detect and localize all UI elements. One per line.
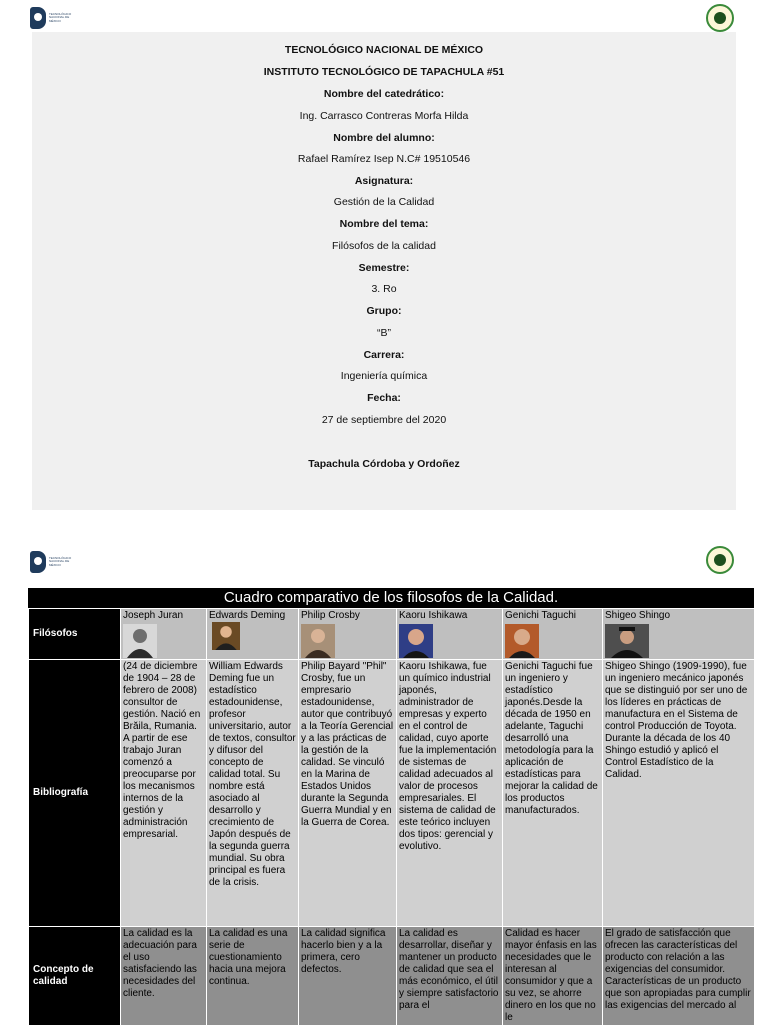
- location-text: Tapachula Córdoba y Ordoñez: [308, 458, 460, 470]
- portrait-ishikawa-icon: [399, 624, 433, 658]
- institute-seal-icon: [706, 546, 734, 574]
- table-row-philosophers: [29, 609, 755, 660]
- topic-label: Nombre del tema:: [339, 218, 429, 230]
- teacher-label: Nombre del catedrático:: [323, 88, 445, 100]
- philosopher-cell: [121, 609, 207, 660]
- bibliography-cell: Kaoru Ishikawa, fue un químico industrial japonés, administrador de empresas y experto en el control de calidad, cuyo aporte fue la implementación de sistemas de calidad adecuados al valor de procesos empresariales. El sistema de calidad de este teórico incluyen dos tipos: gerencial y evolutivo.: [397, 660, 503, 927]
- date-label: Fecha:: [367, 392, 401, 404]
- portrait-crosby-icon: [301, 624, 335, 658]
- tecnm-gear-icon: [30, 7, 46, 29]
- portrait-deming-icon: [209, 622, 243, 650]
- row-header-philosophers: Filósofos: [29, 609, 121, 660]
- group-label: Grupo:: [366, 305, 402, 317]
- table-row-quality-concept: [29, 927, 755, 1026]
- philosopher-name: Shigeo Shingo: [605, 610, 671, 621]
- philosopher-cell: [299, 609, 397, 660]
- tecnm-logo: [30, 550, 80, 574]
- career-value: Ingeniería química: [340, 370, 428, 382]
- portrait-shingo-icon: [605, 624, 649, 658]
- subject-label: Asignatura:: [354, 175, 414, 187]
- career-label: Carrera:: [363, 349, 405, 361]
- teacher-name: Ing. Carrasco Contreras Morfa Hilda: [299, 110, 469, 122]
- tecnm-logo-text: TECNOLÓGICO NACIONAL DE MÉXICO: [49, 11, 72, 23]
- row-header-bibliography: Bibliografía: [29, 660, 121, 927]
- bibliography-cell: Genichi Taguchi fue un ingeniero y estadístico japonés.Desde la década de 1950 en adelante, Taguchi desarrolló una metodología para la aplicación de estadísticas para mejorar la calidad de los productos manufacturados.: [503, 660, 603, 927]
- cover-sheet: [32, 32, 736, 510]
- philosopher-name: Joseph Juran: [123, 610, 184, 621]
- row-header-quality-concept: Concepto de calidad: [29, 927, 121, 1026]
- philosopher-cell: [397, 609, 503, 660]
- concept-cell: La calidad es una serie de cuestionamiento hacia una mejora continua.: [207, 927, 299, 1026]
- concept-cell: Calidad es hacer mayor énfasis en las necesidades que le interesan al consumidor y que a su vez, se ahorre dinero en los que no le: [503, 927, 603, 1026]
- topic-value: Filósofos de la calidad: [332, 240, 436, 252]
- portrait-juran-icon: [123, 624, 157, 658]
- student-label: Nombre del alumno:: [333, 132, 435, 144]
- concept-cell: El grado de satisfacción que ofrecen las características del producto con relación a las exigencias del consumidor. Características de un producto que son apropiadas para cumplir las exigencias del mercado al: [603, 927, 755, 1026]
- philosopher-cell: [503, 609, 603, 660]
- comparison-table: [28, 608, 755, 1026]
- bibliography-cell: Shigeo Shingo (1909-1990), fue un ingeniero mecánico japonés que se distinguió por ser uno de los líderes en prácticas de manufactura en el Sistema de control Producción de Toyota. Durante la década de los 40 Shingo estudió y aplicó el Control Estadístico de la Calidad.: [603, 660, 755, 927]
- date-value: 27 de septiembre del 2020: [321, 414, 447, 426]
- subject-value: Gestión de la Calidad: [333, 196, 435, 208]
- tecnm-logo-text: TECNOLÓGICO NACIONAL DE MÉXICO: [49, 555, 72, 567]
- table-row-bibliography: [29, 660, 755, 927]
- philosopher-name: Philip Crosby: [301, 610, 360, 621]
- philosopher-name: Kaoru Ishikawa: [399, 610, 468, 621]
- student-name: Rafael Ramírez Isep N.C# 19510546: [297, 153, 471, 165]
- philosopher-name: Genichi Taguchi: [505, 610, 576, 621]
- portrait-taguchi-icon: [505, 624, 539, 658]
- table-title: Cuadro comparativo de los filosofos de la Calidad.: [28, 588, 754, 608]
- concept-cell: La calidad significa hacerlo bien y a la primera, cero defectos.: [299, 927, 397, 1026]
- philosopher-cell: [207, 609, 299, 660]
- comparison-table-wrapper: [28, 588, 754, 1026]
- semester-value: 3. Ro: [371, 283, 397, 295]
- concept-cell: La calidad es desarrollar, diseñar y mantener un producto de calidad que sea el más económico, el útil y siempre satisfactorio para el: [397, 927, 503, 1026]
- bibliography-cell: Philip Bayard "Phil" Crosby, fue un empresario estadounidense, autor que contribuyó a la Teoría Gerencial y a las prácticas de la gestión de la calidad. Se vinculó en la Marina de Estados Unidos durante la Segunda Guerra Mundial y en la Guerra de Corea.: [299, 660, 397, 927]
- group-value: “B”: [377, 327, 391, 339]
- tecnm-logo: [30, 6, 80, 30]
- institute-name: INSTITUTO TECNOLÓGICO DE TAPACHULA #51: [263, 66, 505, 78]
- institute-seal-icon: [706, 4, 734, 32]
- concept-cell: La calidad es la adecuación para el uso satisfaciendo las necesidades del cliente.: [121, 927, 207, 1026]
- tecnm-gear-icon: [30, 551, 46, 573]
- bibliography-cell: (24 de diciembre de 1904 – 28 de febrero de 2008) consultor de gestión. Nació en Brăila, Rumania. A partir de ese trabajo Juran comenzó a preocuparse por los mecanismos internos de la gestión y administración empresarial.: [121, 660, 207, 927]
- bibliography-cell: William Edwards Deming fue un estadístico estadounidense, profesor universitario, autor de textos, consultor y difusor del concepto de calidad total. Su nombre está asociado al desarrollo y crecimiento de Japón después de la segunda guerra mundial. Su obra principal es fuera de la crisis.: [207, 660, 299, 927]
- philosopher-name: Edwards Deming: [209, 610, 286, 621]
- institution-name: TECNOLÓGICO NACIONAL DE MÉXICO: [284, 44, 484, 56]
- semester-label: Semestre:: [358, 262, 410, 274]
- philosopher-cell: [603, 609, 755, 660]
